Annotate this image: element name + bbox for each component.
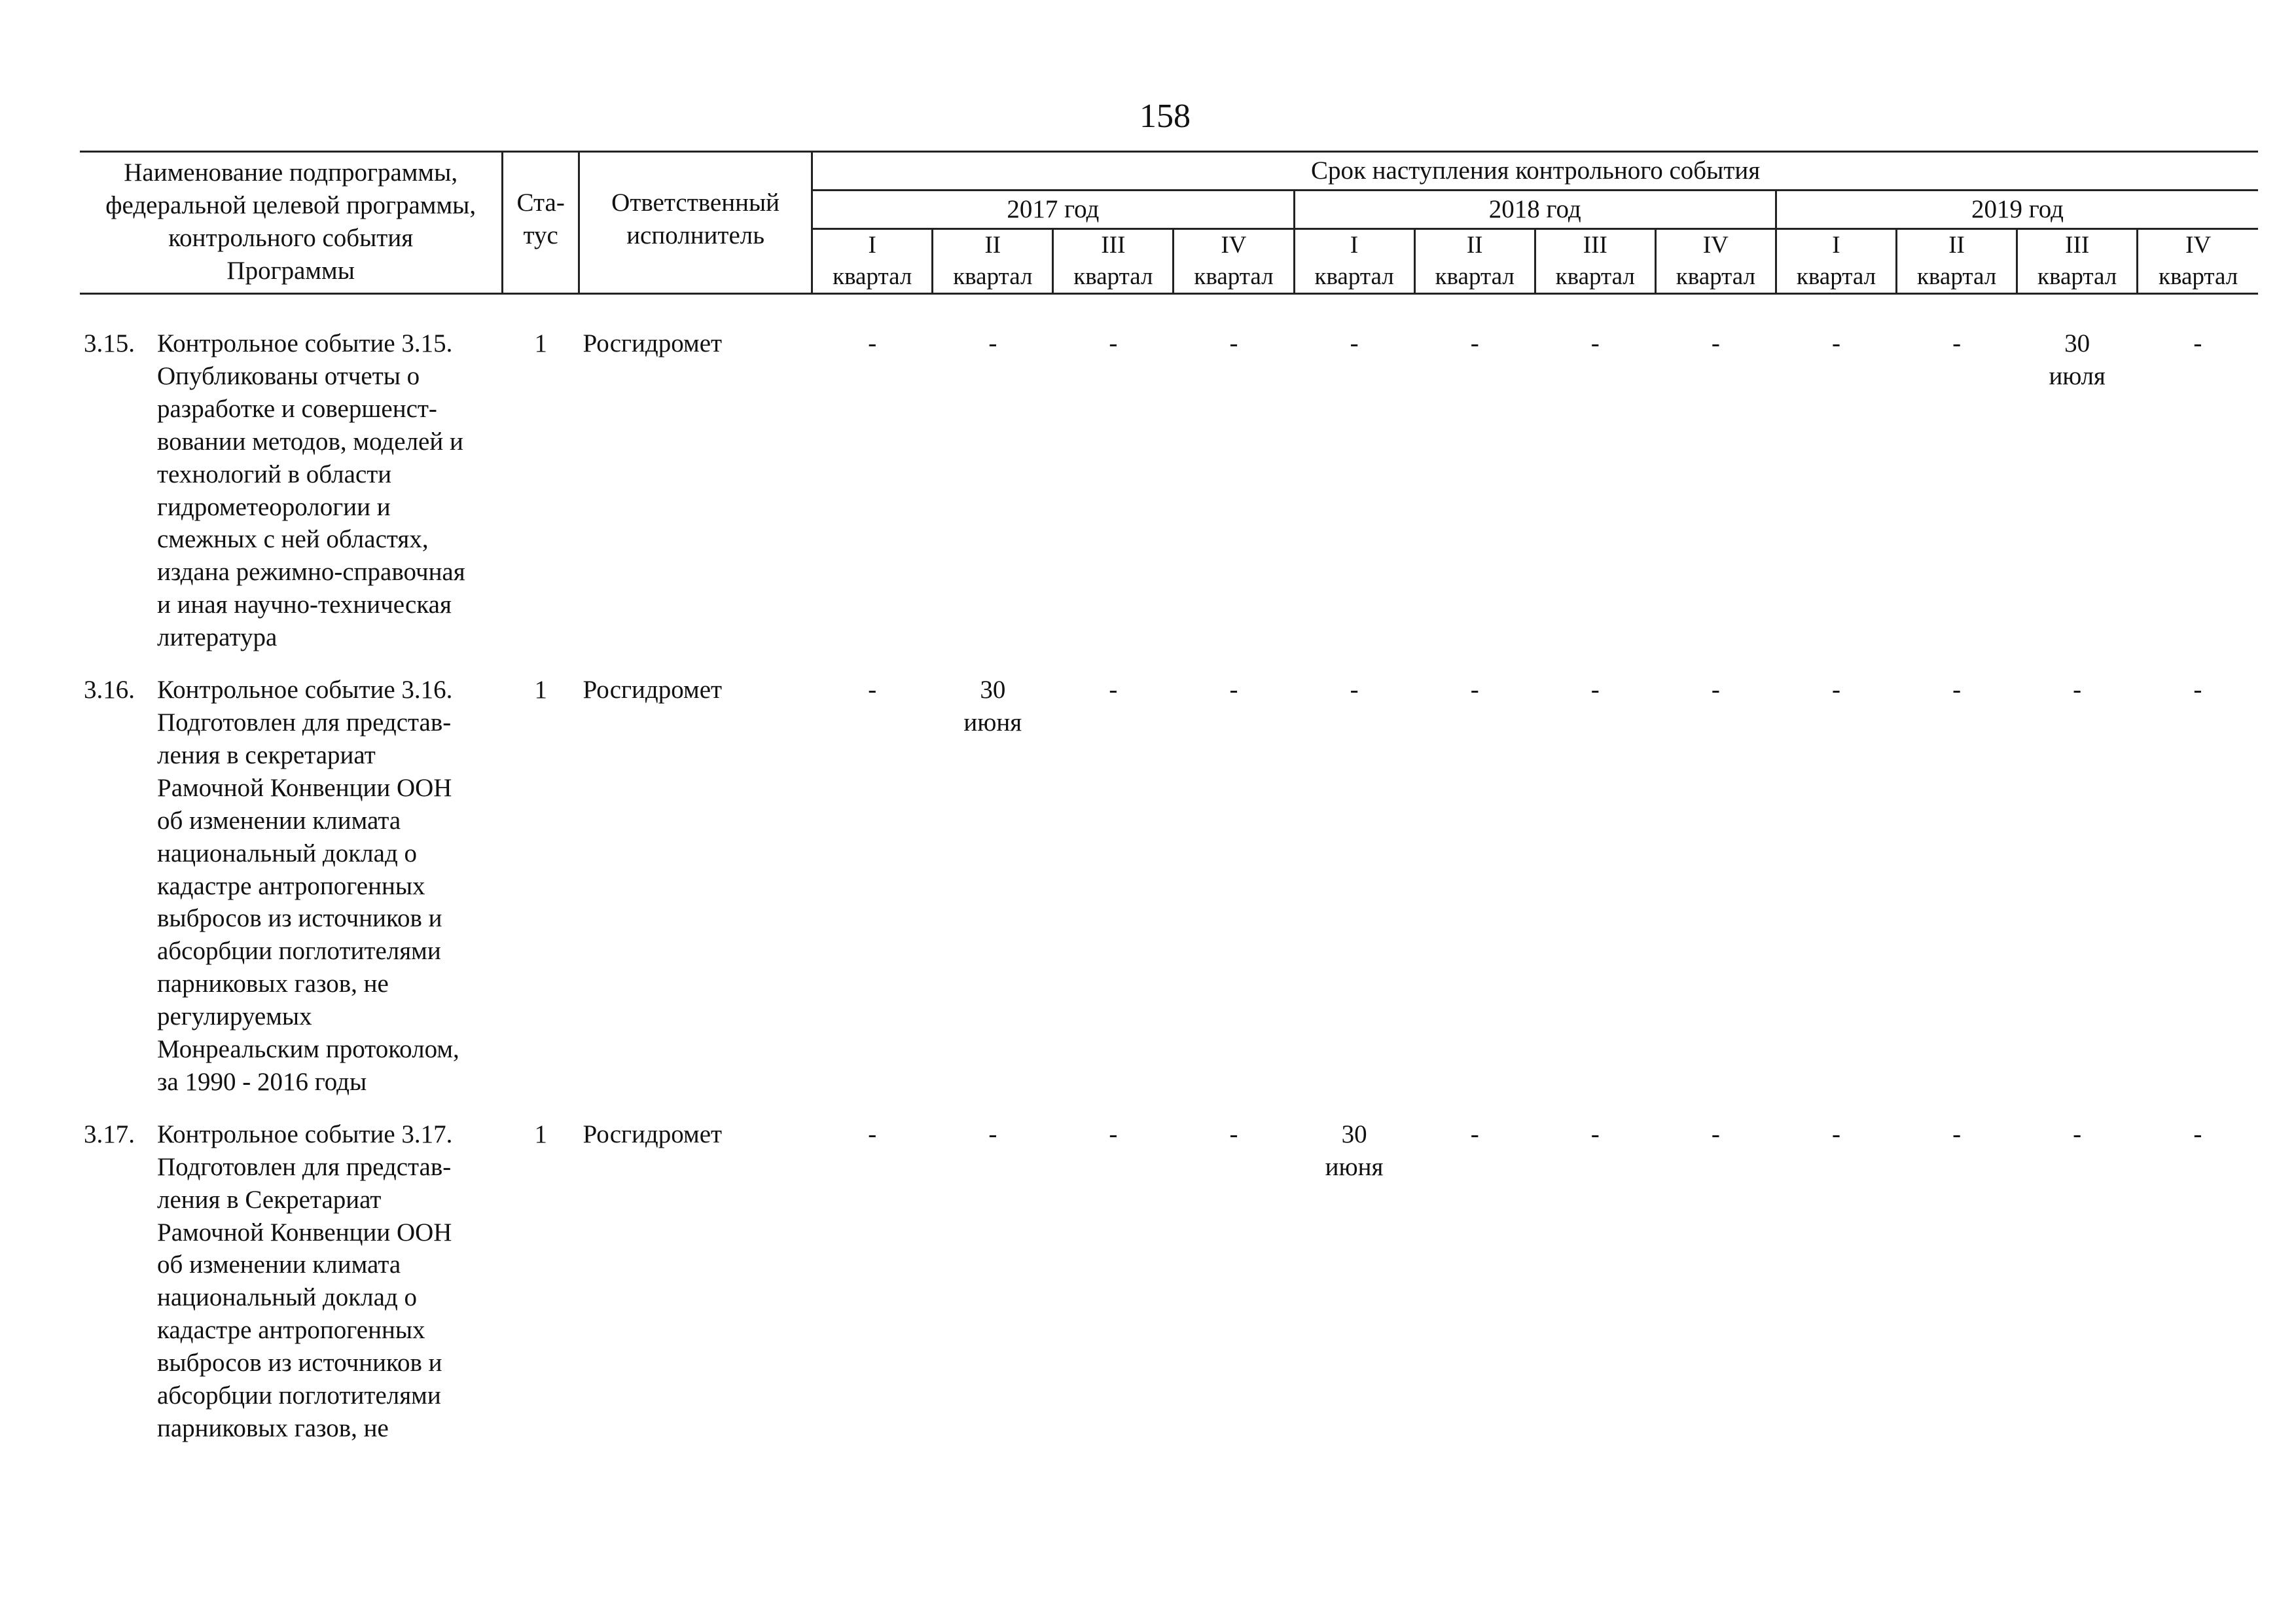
quarter-word: квартал bbox=[833, 263, 912, 290]
deadline-value: - bbox=[1952, 676, 1962, 704]
deadline-cell bbox=[1655, 1118, 1776, 1465]
deadline-cell bbox=[1053, 1118, 1174, 1465]
deadline-cell bbox=[2138, 327, 2258, 674]
deadline-cell bbox=[1053, 674, 1174, 1118]
deadline-cell bbox=[1174, 674, 1294, 1118]
deadline-value: - bbox=[988, 329, 997, 357]
deadline-cell bbox=[2017, 327, 2138, 674]
deadline-cell bbox=[1414, 1118, 1535, 1465]
header-quarter bbox=[2017, 228, 2138, 293]
table-row bbox=[80, 327, 2258, 674]
event-title-line: разработке и совершенст- bbox=[157, 394, 437, 423]
quarter-word: квартал bbox=[1676, 263, 1755, 290]
table-row bbox=[80, 1118, 2258, 1465]
event-title bbox=[153, 1118, 503, 1465]
status-value: 1 bbox=[534, 676, 547, 704]
control-events-table bbox=[80, 151, 2258, 1465]
deadline-value: - bbox=[2073, 676, 2082, 704]
event-title-line: вовании методов, моделей и bbox=[157, 427, 463, 456]
table-header bbox=[80, 152, 2258, 294]
deadline-value: - bbox=[868, 329, 877, 357]
event-title-line: технологий в области bbox=[157, 460, 392, 488]
row-number: 3.15. bbox=[84, 329, 135, 357]
deadline-cell bbox=[933, 327, 1053, 674]
deadline-value: - bbox=[1470, 676, 1479, 704]
event-name-cell bbox=[80, 327, 503, 674]
deadline-value: - bbox=[1229, 676, 1238, 704]
header-year: 2019 год bbox=[1776, 190, 2258, 228]
deadline-value: - bbox=[988, 1120, 997, 1148]
header-executor-line: исполнитель bbox=[626, 221, 765, 249]
quarter-word: квартал bbox=[2037, 263, 2117, 290]
event-title-line: об изменении климата bbox=[157, 1250, 401, 1279]
header-quarter bbox=[812, 228, 933, 293]
event-title-line: парниковых газов, не bbox=[157, 970, 389, 998]
executor-value: Росгидромет bbox=[583, 676, 723, 704]
row-number: 3.16. bbox=[84, 676, 135, 704]
page-number: 158 bbox=[1139, 98, 1191, 135]
header-executor-column bbox=[579, 152, 812, 294]
deadline-cell bbox=[1897, 674, 2017, 1118]
event-title-line: выбросов из источников и bbox=[157, 1349, 442, 1377]
header-name-line: Наименование подпрограммы, bbox=[124, 158, 458, 187]
deadline-value: - bbox=[1711, 329, 1720, 357]
deadline-cell bbox=[1897, 327, 2017, 674]
deadline-value: июня bbox=[1325, 1152, 1384, 1181]
event-title-line: регулируемых bbox=[157, 1002, 312, 1031]
deadline-value: 30 bbox=[2064, 329, 2090, 357]
deadline-cell bbox=[1053, 327, 1174, 674]
deadline-value: - bbox=[1711, 1120, 1720, 1148]
header-quarter bbox=[1655, 228, 1776, 293]
event-title-line: Подготовлен для представ- bbox=[157, 1152, 452, 1181]
deadline-cell bbox=[1776, 1118, 1896, 1465]
deadline-value: 30 bbox=[1341, 1120, 1367, 1148]
header-quarter bbox=[1414, 228, 1535, 293]
table-row bbox=[80, 674, 2258, 1118]
header-name-column bbox=[80, 152, 503, 294]
quarter-word: квартал bbox=[2158, 263, 2238, 290]
event-title-line: Контрольное событие 3.15. bbox=[157, 329, 453, 357]
deadline-cell bbox=[933, 1118, 1053, 1465]
event-title-line: кадастре антропогенных bbox=[157, 871, 425, 900]
quarter-numeral: II bbox=[984, 231, 1001, 259]
deadline-value: - bbox=[868, 676, 877, 704]
deadline-value: - bbox=[2073, 1120, 2082, 1148]
status-value: 1 bbox=[534, 329, 547, 357]
executor-value: Росгидромет bbox=[583, 329, 723, 357]
quarter-word: квартал bbox=[1073, 263, 1153, 290]
header-quarter bbox=[1294, 228, 1414, 293]
event-title-line: абсорбции поглотителями bbox=[157, 1381, 441, 1410]
event-title-line: гидрометеорологии и bbox=[157, 492, 391, 521]
header-quarter bbox=[2138, 228, 2258, 293]
quarter-word: квартал bbox=[953, 263, 1033, 290]
event-title-line: смежных с ней областях, bbox=[157, 525, 429, 554]
deadline-cell bbox=[1655, 327, 1776, 674]
table-body bbox=[80, 294, 2258, 1465]
deadline-value: - bbox=[2193, 1120, 2202, 1148]
deadline-cell bbox=[1294, 327, 1414, 674]
event-title-line: об изменении климата bbox=[157, 806, 401, 835]
event-title-line: Рамочной Конвенции ООН bbox=[157, 773, 452, 802]
deadline-value: - bbox=[868, 1120, 877, 1148]
deadline-value: - bbox=[1229, 1120, 1238, 1148]
quarter-word: квартал bbox=[1796, 263, 1876, 290]
deadline-value: - bbox=[1470, 329, 1479, 357]
deadline-cell bbox=[812, 674, 933, 1118]
quarter-numeral: III bbox=[1583, 231, 1607, 259]
deadline-value: - bbox=[1109, 1120, 1118, 1148]
deadline-cell bbox=[2138, 674, 2258, 1118]
deadline-cell bbox=[1294, 674, 1414, 1118]
deadline-cell bbox=[1776, 327, 1896, 674]
header-quarter bbox=[1897, 228, 2017, 293]
deadline-cell bbox=[1535, 327, 1655, 674]
header-quarter bbox=[1776, 228, 1896, 293]
deadline-value: - bbox=[1831, 1120, 1840, 1148]
quarter-numeral: II bbox=[1948, 231, 1965, 259]
deadline-cell bbox=[2138, 1118, 2258, 1465]
deadline-value: - bbox=[1590, 329, 1600, 357]
event-title-line: издана режимно-справочная bbox=[157, 558, 465, 587]
event-title-line: литература bbox=[157, 623, 278, 652]
quarter-numeral: I bbox=[1832, 231, 1840, 259]
event-name-cell bbox=[80, 674, 503, 1118]
event-title-line: Контрольное событие 3.16. bbox=[157, 676, 453, 704]
event-title-line: национальный доклад о bbox=[157, 839, 418, 867]
event-title-line: ления в Секретариат bbox=[157, 1185, 382, 1214]
event-title-line: парниковых газов, не bbox=[157, 1414, 389, 1442]
header-deadline-title: Срок наступления контрольного события bbox=[812, 152, 2258, 191]
quarter-word: квартал bbox=[1314, 263, 1394, 290]
deadline-cell bbox=[2017, 1118, 2138, 1465]
header-name-line: Программы bbox=[226, 256, 355, 285]
event-name-cell bbox=[80, 1118, 503, 1465]
deadline-value: - bbox=[1470, 1120, 1479, 1148]
event-title-line: кадастре антропогенных bbox=[157, 1316, 425, 1345]
event-title-line: Рамочной Конвенции ООН bbox=[157, 1218, 452, 1247]
event-title bbox=[153, 674, 503, 1118]
header-year: 2018 год bbox=[1294, 190, 1776, 228]
deadline-value: июля bbox=[2049, 361, 2106, 390]
header-status-line: Ста- bbox=[516, 189, 565, 217]
deadline-cell bbox=[1414, 674, 1535, 1118]
deadline-value: - bbox=[1831, 329, 1840, 357]
deadline-cell bbox=[1535, 1118, 1655, 1465]
deadline-cell bbox=[1655, 674, 1776, 1118]
header-name-line: контрольного события bbox=[168, 223, 414, 252]
header-name-line: федеральной целевой программы, bbox=[105, 191, 476, 219]
deadline-value: июня bbox=[963, 708, 1022, 737]
deadline-value: - bbox=[1350, 329, 1359, 357]
quarter-numeral: IV bbox=[1221, 231, 1247, 259]
quarter-word: квартал bbox=[1194, 263, 1274, 290]
header-year: 2017 год bbox=[812, 190, 1294, 228]
deadline-value: - bbox=[1952, 1120, 1962, 1148]
deadline-cell bbox=[1174, 1118, 1294, 1465]
header-executor-line: Ответственный bbox=[611, 189, 780, 217]
deadline-cell bbox=[812, 1118, 933, 1465]
deadline-cell bbox=[1535, 674, 1655, 1118]
quarter-numeral: IV bbox=[1702, 231, 1729, 259]
deadline-cell bbox=[933, 674, 1053, 1118]
row-number: 3.17. bbox=[84, 1120, 135, 1148]
event-title-line: Контрольное событие 3.17. bbox=[157, 1120, 453, 1148]
event-title-line: абсорбции поглотителями bbox=[157, 937, 441, 966]
header-status-column bbox=[503, 152, 579, 294]
deadline-value: - bbox=[1590, 1120, 1600, 1148]
executor-value: Росгидромет bbox=[583, 1120, 723, 1148]
status-value: 1 bbox=[534, 1120, 547, 1148]
event-title-line: за 1990 - 2016 годы bbox=[157, 1067, 367, 1096]
event-title-line: и иная научно-техническая bbox=[157, 591, 452, 619]
event-title-line: Подготовлен для представ- bbox=[157, 708, 452, 737]
deadline-cell bbox=[2017, 674, 2138, 1118]
deadline-value: - bbox=[1229, 329, 1238, 357]
event-title-line: Монреальским протоколом, bbox=[157, 1035, 459, 1064]
deadline-value: - bbox=[1109, 329, 1118, 357]
deadline-cell bbox=[1414, 327, 1535, 674]
deadline-value: - bbox=[1109, 676, 1118, 704]
deadline-value: - bbox=[1711, 676, 1720, 704]
deadline-cell bbox=[1174, 327, 1294, 674]
deadline-value: - bbox=[1952, 329, 1962, 357]
quarter-numeral: III bbox=[2065, 231, 2090, 259]
deadline-cell bbox=[812, 327, 933, 674]
event-title-line: Опубликованы отчеты о bbox=[157, 361, 420, 390]
deadline-value: - bbox=[2193, 676, 2202, 704]
event-title bbox=[153, 327, 503, 674]
deadline-value: - bbox=[1350, 676, 1359, 704]
header-quarter bbox=[933, 228, 1053, 293]
quarter-numeral: IV bbox=[2185, 231, 2212, 259]
header-quarter bbox=[1535, 228, 1655, 293]
deadline-cell bbox=[1776, 674, 1896, 1118]
quarter-numeral: III bbox=[1101, 231, 1126, 259]
quarter-word: квартал bbox=[1435, 263, 1515, 290]
event-title-line: ления в секретариат bbox=[157, 740, 376, 769]
deadline-value: 30 bbox=[980, 676, 1006, 704]
quarter-word: квартал bbox=[1916, 263, 1997, 290]
deadline-value: - bbox=[2193, 329, 2202, 357]
deadline-cell bbox=[1294, 1118, 1414, 1465]
header-quarter bbox=[1174, 228, 1294, 293]
quarter-numeral: I bbox=[868, 231, 876, 259]
deadline-value: - bbox=[1831, 676, 1840, 704]
header-status-line: тус bbox=[523, 221, 558, 249]
quarter-numeral: II bbox=[1466, 231, 1483, 259]
quarter-numeral: I bbox=[1350, 231, 1359, 259]
deadline-value: - bbox=[1590, 676, 1600, 704]
event-title-line: национальный доклад о bbox=[157, 1283, 418, 1312]
deadline-cell bbox=[1897, 1118, 2017, 1465]
header-quarter bbox=[1053, 228, 1174, 293]
quarter-word: квартал bbox=[1555, 263, 1635, 290]
event-title-line: выбросов из источников и bbox=[157, 904, 442, 933]
